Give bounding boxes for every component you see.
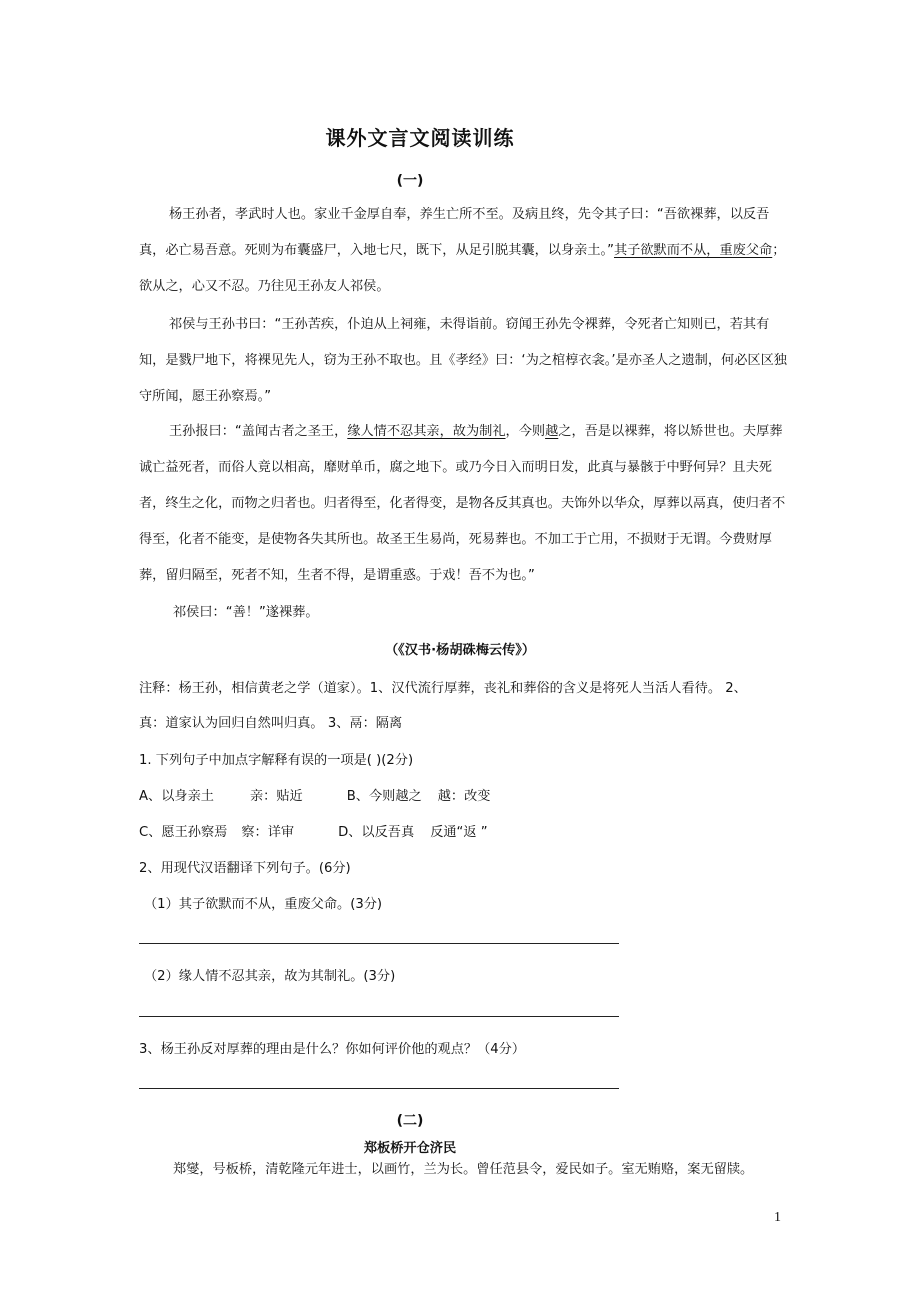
underlined-sentence-2: 缘人情不忍其亲，故为制礼 xyxy=(347,424,506,439)
section-1-heading: (一) xyxy=(396,173,424,189)
passage-paragraph-3 xyxy=(139,414,789,594)
paragraph-3-mid: ，今则 xyxy=(505,424,546,439)
page-number: 1 xyxy=(774,1210,781,1225)
paragraph-1-tail: ；欲从之，心又不忍。乃往见王孙友人祁侯。 xyxy=(139,243,786,294)
paragraph-3-text: 王孙报曰：“盖闻古者之圣王， xyxy=(169,424,348,439)
question-2-part-1: （1）其子欲默而不从，重废父命。(3分) xyxy=(144,897,383,912)
option-d-meaning: 反通“返 ” xyxy=(430,825,488,840)
annotation-line-2: 真：道家认为回归自然叫归真。 3、鬲：隔离 xyxy=(139,716,403,731)
option-b-meaning: 越：改变 xyxy=(437,789,491,804)
page-title: 课外文言文阅读训练 xyxy=(325,126,515,150)
paragraph-3-rest: 之，吾是以裸葬，将以矫世也。夫厚葬诚亡益死者，而俗人竟以相高，靡财单币，腐之地下。或乃今日入而明日发，此真与暴骸于中野何异？且夫死者，终生之化，而物之归者也。归者得至，化者得变，是物各反其真也。夫饰外以华众，厚葬以鬲真，使归者不得至，化者不能变，是使物各失其所也。故圣王生易尚，死易葬也。不加工于亡用，不损财于无谓。今费财厚葬，留归隔至，死者不知，生者不得，是谓重惑。于戏！吾不为也。” xyxy=(139,424,786,583)
option-row-cd xyxy=(139,821,488,840)
marked-word-yue: 越 xyxy=(545,424,559,439)
section-2-heading: (二) xyxy=(396,1113,424,1129)
answer-line-3[interactable] xyxy=(139,1088,619,1089)
passage-paragraph-2 xyxy=(139,307,789,415)
question-3: 3、杨王孙反对厚葬的理由是什么？你如何评价他的观点？（4分） xyxy=(139,1042,526,1057)
question-2: 2、用现代汉语翻译下列句子。(6分) xyxy=(139,861,351,876)
option-c: C、愿王孙察焉 xyxy=(139,825,228,840)
answer-line-2[interactable] xyxy=(139,1016,619,1017)
option-b: B、今则越之 xyxy=(346,789,422,804)
question-2-part-2: （2）缘人情不忍其亲，故为其制礼。(3分) xyxy=(144,969,396,984)
answer-line-1[interactable] xyxy=(139,943,619,944)
underlined-sentence-1: 其子欲默而不从，重废父命 xyxy=(613,243,773,258)
option-row-ab xyxy=(139,785,490,804)
section-2-subtitle: 郑板桥开仓济民 xyxy=(363,1141,457,1156)
question-1: 1. 下列句子中加点字解释有误的一项是( )(2分) xyxy=(139,753,414,768)
passage-paragraph-1 xyxy=(139,197,789,305)
option-a-meaning: 亲：贴近 xyxy=(249,789,303,804)
paragraph-1-text: 杨王孙者，孝武时人也。家业千金厚自奉，养生亡所不至。及病且终，先令其子曰：“吾欲裸葬，以反吾真，必亡易吾意。死则为布囊盛尸，入地七尺，既下，从足引脱其囊，以身亲土。” xyxy=(139,207,770,258)
annotation-line-1: 注释：杨王孙，相信黄老之学（道家）。1、汉代流行厚葬，丧礼和葬俗的含义是将死人当活人看待。 2、 xyxy=(139,681,747,696)
option-c-meaning: 察：详审 xyxy=(241,825,295,840)
section-2-paragraph-1 xyxy=(139,1152,799,1188)
source-citation: （《汉书·杨胡硃梅云传》） xyxy=(384,643,536,658)
option-a: A、以身亲土 xyxy=(139,789,214,804)
option-d: D、以反吾真 xyxy=(338,825,415,840)
passage-paragraph-4 xyxy=(139,595,789,631)
paragraph-4-text: 祁侯曰：“善！”遂裸葬。 xyxy=(173,605,319,620)
paragraph-2-text: 祁侯与王孙书曰：“王孙苦疾，仆迫从上祠雍，未得诣前。窃闻王孙先令裸葬，令死者亡知则已，若其有知，是戮尸地下，将裸见先人，窃为王孙不取也。且《孝经》曰：‘为之棺椁衣衾。’是亦圣人之遗制，何必区区独守所闻，愿王孙察焉。” xyxy=(139,317,787,404)
section-2-text: 郑燮，号板桥，清乾隆元年进士，以画竹，兰为长。曾任范县令，爱民如子。室无贿赂，案无留牍。 xyxy=(173,1162,754,1177)
